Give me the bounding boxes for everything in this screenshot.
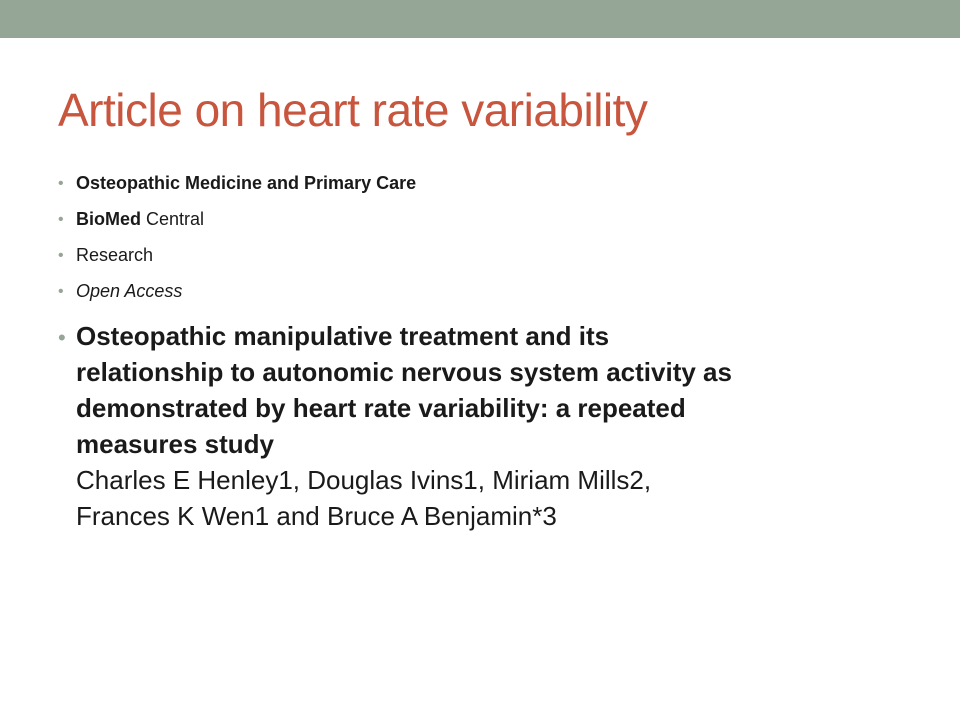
article-authors-line: Charles E Henley1, Douglas Ivins1, Miriam Mills2, <box>76 465 652 495</box>
bullet-icon: • <box>58 175 64 192</box>
bullet-article <box>58 318 858 534</box>
article-title-line: measures study <box>76 429 274 459</box>
bullet-icon: • <box>58 283 64 300</box>
bullet-publisher <box>58 208 858 244</box>
top-accent-bar <box>0 0 960 38</box>
article-type: Research <box>76 245 154 265</box>
slide-title: Article on heart rate variability <box>58 84 648 136</box>
publisher-name-rest: Central <box>141 209 205 229</box>
access-type: Open Access <box>76 281 183 301</box>
article-authors-line: Frances K Wen1 and Bruce A Benjamin*3 <box>76 501 557 531</box>
journal-name: Osteopathic Medicine and Primary Care <box>76 173 417 193</box>
publisher-name-bold: BioMed <box>76 209 141 229</box>
bullet-list <box>58 172 858 534</box>
bullet-article-type <box>58 244 858 280</box>
bullet-access <box>58 280 858 316</box>
bullet-icon: • <box>58 325 66 350</box>
article-title-line: Osteopathic manipulative treatment and its <box>76 321 610 351</box>
bullet-icon: • <box>58 247 64 264</box>
bullet-journal <box>58 172 858 208</box>
bullet-icon: • <box>58 211 64 228</box>
article-title-line: relationship to autonomic nervous system activity as <box>76 357 732 387</box>
article-title-line: demonstrated by heart rate variability: a repeated <box>76 393 686 423</box>
